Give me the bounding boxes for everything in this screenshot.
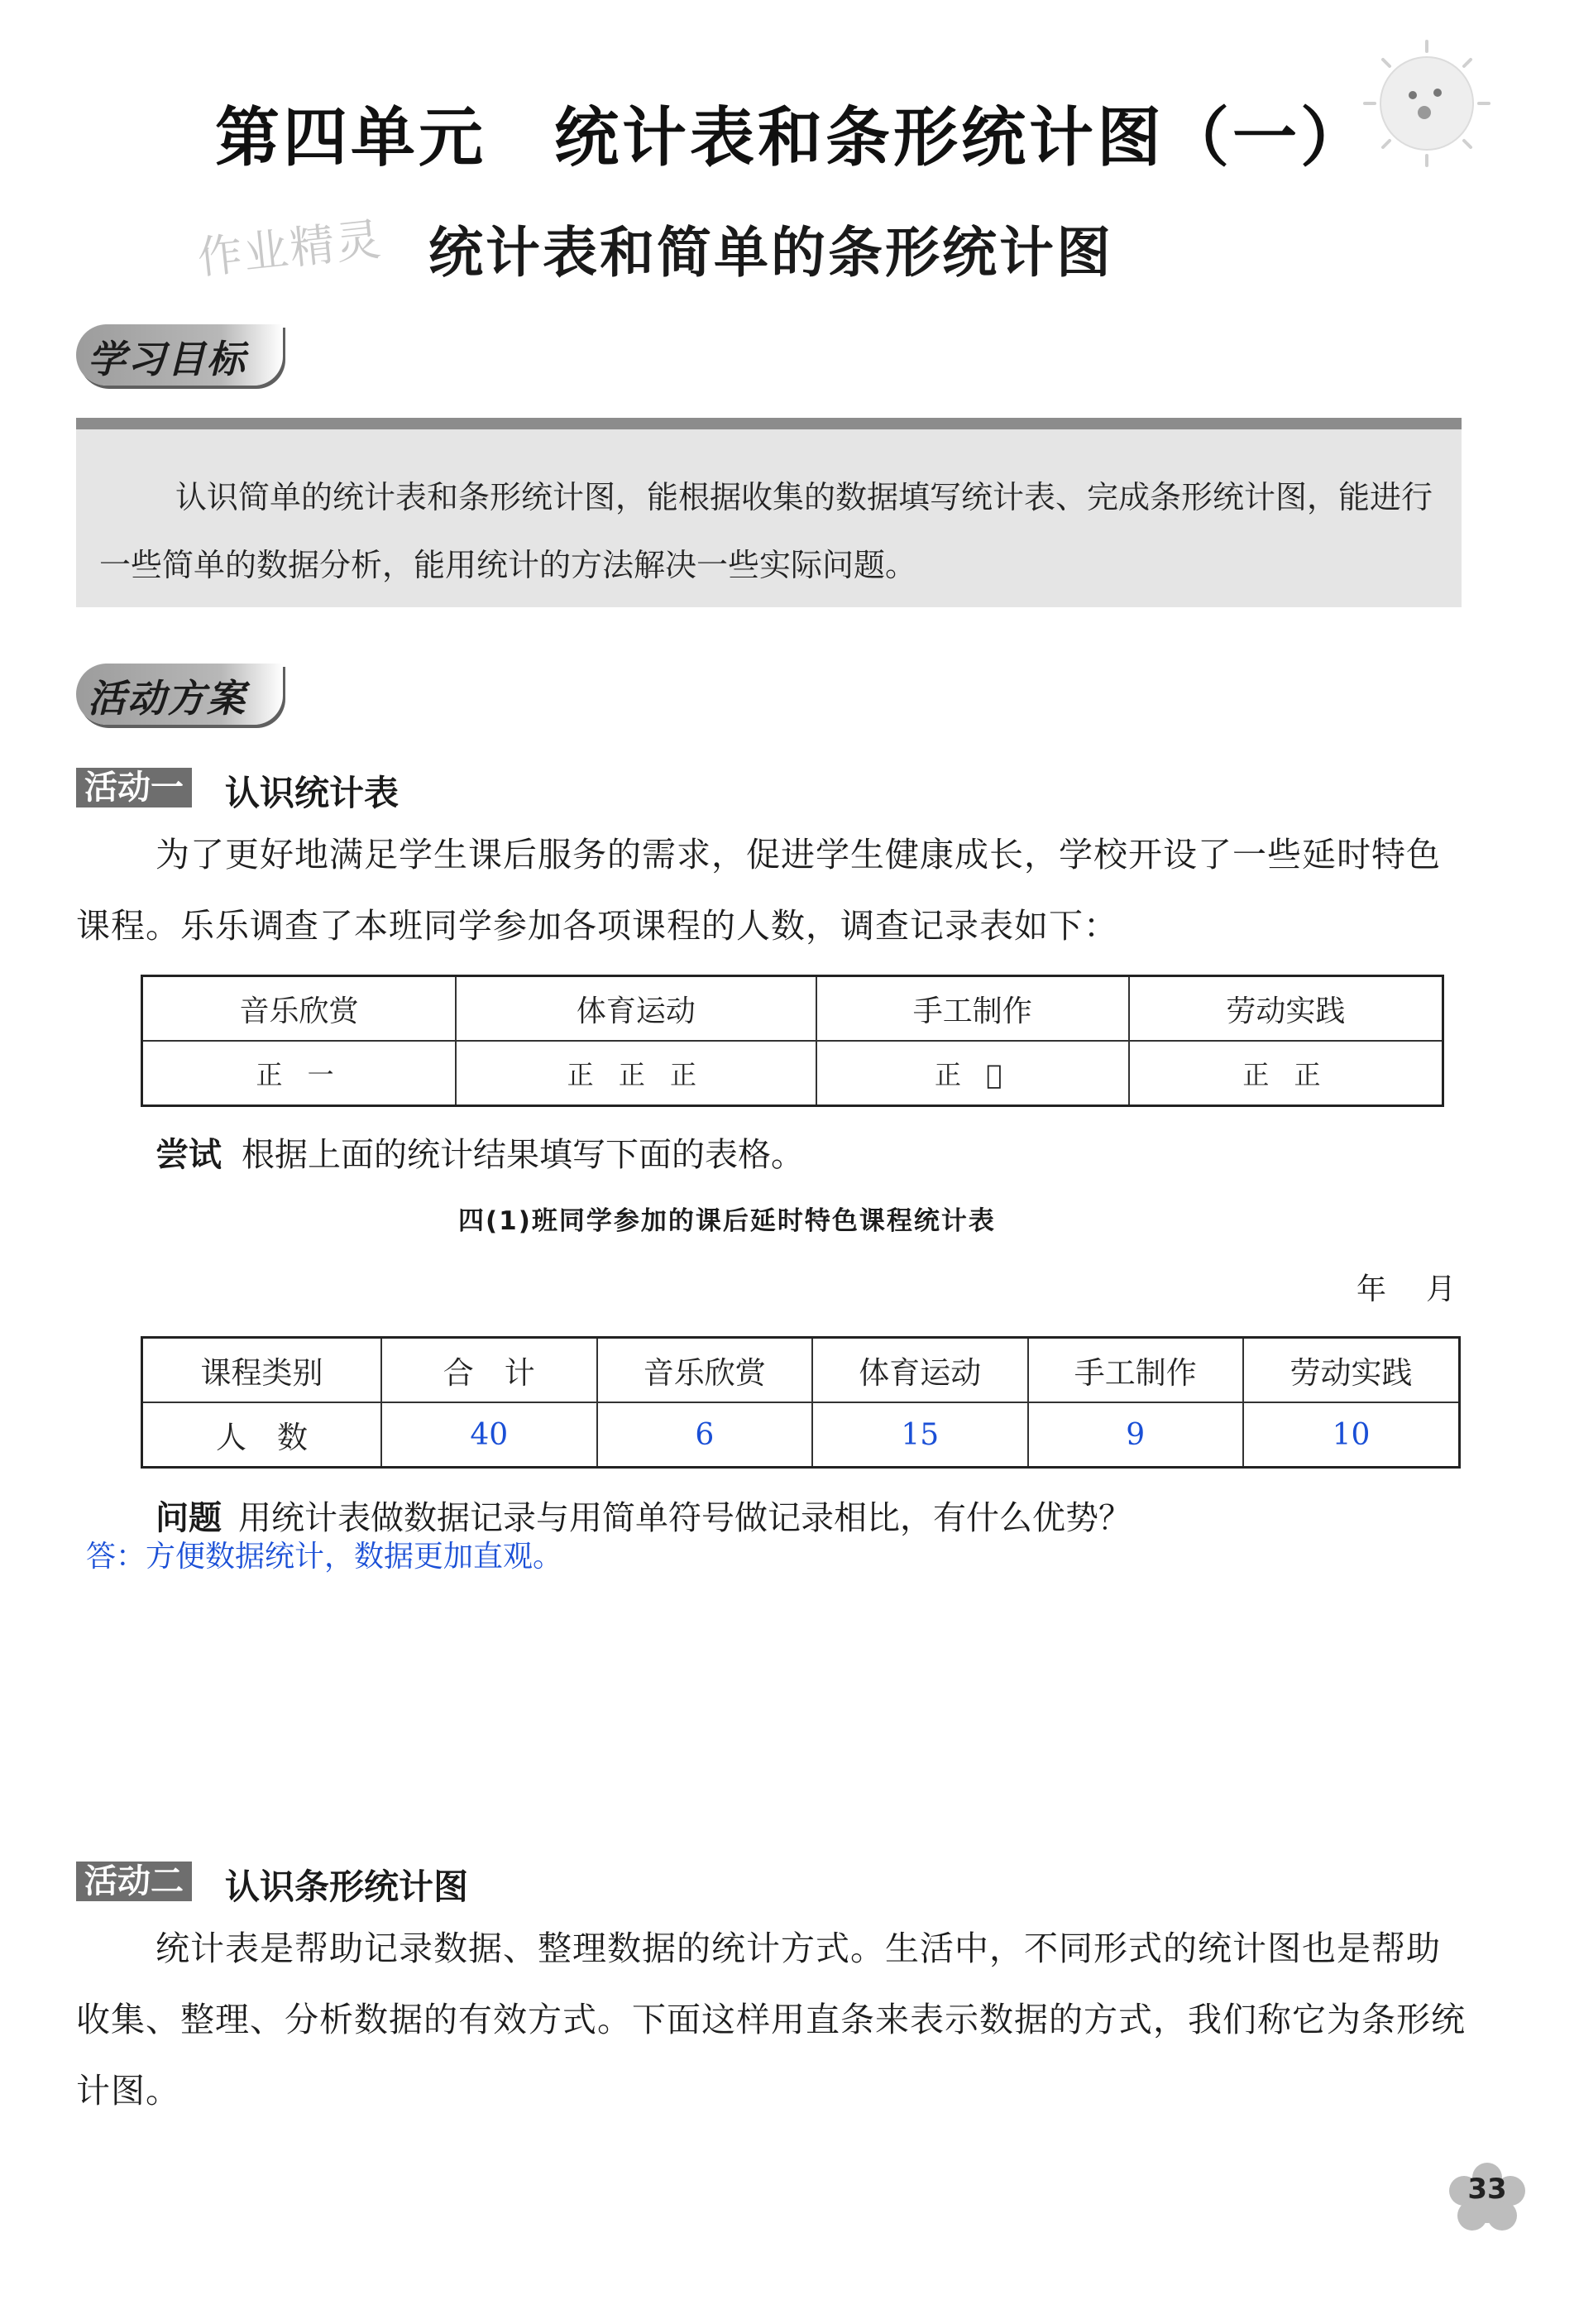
tally-table — [141, 975, 1444, 1107]
stats-value-cell: 40 — [381, 1402, 597, 1468]
table-row — [142, 1041, 1443, 1106]
sun-decoration-icon — [1357, 33, 1497, 174]
try-label: 尝试 — [156, 1136, 222, 1174]
tally-mark-cell: 正 正 — [1129, 1041, 1443, 1106]
activity2-tag: 活动二 — [76, 1862, 192, 1901]
table-row — [142, 1338, 1460, 1403]
stats-table — [141, 1336, 1461, 1469]
watermark: 作业精灵 — [194, 213, 385, 285]
tally-header-cell: 手工制作 — [816, 976, 1129, 1042]
stats-row-label: 人 数 — [142, 1402, 381, 1468]
activity1-tag: 活动一 — [76, 768, 192, 807]
section-tag-activities — [76, 664, 283, 725]
stats-header-cell: 音乐欣赏 — [597, 1338, 812, 1403]
stats-table-caption: 四(1)班同学参加的课后延时特色课程统计表 — [458, 1206, 996, 1236]
stats-header-cell: 体育运动 — [812, 1338, 1027, 1403]
answer-text: 答：方便数据统计，数据更加直观。 — [86, 1540, 563, 1574]
tally-mark-cell: 正 正 正 — [456, 1041, 816, 1106]
activity1-paragraph: 为了更好地满足学生课后服务的需求，促进学生健康成长，学校开设了一些延时特色课程。乐乐调查了本班同学参加各项课程的人数，调查记录表如下： — [76, 835, 1441, 946]
stats-header-cell: 合 计 — [381, 1338, 597, 1403]
table-row — [142, 976, 1443, 1042]
stats-header-cell: 劳动实践 — [1243, 1338, 1460, 1403]
date-line — [1357, 1266, 1456, 1308]
section-tag-label: 活动方案 — [88, 676, 246, 721]
activity2-title: 认识条形统计图 — [225, 1866, 469, 1907]
table-row — [142, 1402, 1460, 1468]
activity1-title: 认识统计表 — [225, 773, 400, 813]
question-text: 用统计表做数据记录与用简单符号做记录相比，有什么优势？ — [238, 1499, 1132, 1537]
tally-mark-cell: 正 一 — [142, 1041, 457, 1106]
stats-header-cell: 课程类别 — [142, 1338, 381, 1403]
question-label: 问题 — [156, 1499, 222, 1537]
lesson-title: 统计表和简单的条形统计图 — [428, 220, 1113, 285]
unit-title: 第四单元 统计表和条形统计图（一） — [215, 101, 1369, 175]
date-year: 年 — [1357, 1272, 1387, 1306]
page-number: 33 — [1467, 2173, 1507, 2206]
date-month: 月 — [1426, 1272, 1457, 1306]
try-line — [156, 1128, 804, 1176]
question-line — [156, 1492, 1132, 1539]
tally-header-cell: 体育运动 — [456, 976, 816, 1042]
stats-value-cell: 15 — [812, 1402, 1027, 1468]
stats-header-cell: 手工制作 — [1028, 1338, 1243, 1403]
try-text: 根据上面的统计结果填写下面的表格。 — [242, 1136, 804, 1174]
stats-value-cell: 10 — [1243, 1402, 1460, 1468]
activity2-paragraph: 统计表是帮助记录数据、整理数据的统计方式。生活中，不同形式的统计图也是帮助收集、整理、分析数据的有效方式。下面这样用直条来表示数据的方式，我们称它为条形统计图。 — [76, 1929, 1466, 2111]
stats-value-cell: 6 — [597, 1402, 812, 1468]
objective-text: 认识简单的统计表和条形统计图，能根据收集的数据填写统计表、完成条形统计图，能进行一些简单的数据分析，能用统计的方法解决一些实际问题。 — [99, 479, 1433, 583]
tally-mark-cell: 正 𠄠 — [816, 1041, 1129, 1106]
tally-header-cell: 劳动实践 — [1129, 976, 1443, 1042]
tally-header-cell: 音乐欣赏 — [142, 976, 457, 1042]
stats-value-cell: 9 — [1028, 1402, 1243, 1468]
section-tag-label: 学习目标 — [88, 337, 246, 381]
section-tag-objectives — [76, 324, 283, 386]
